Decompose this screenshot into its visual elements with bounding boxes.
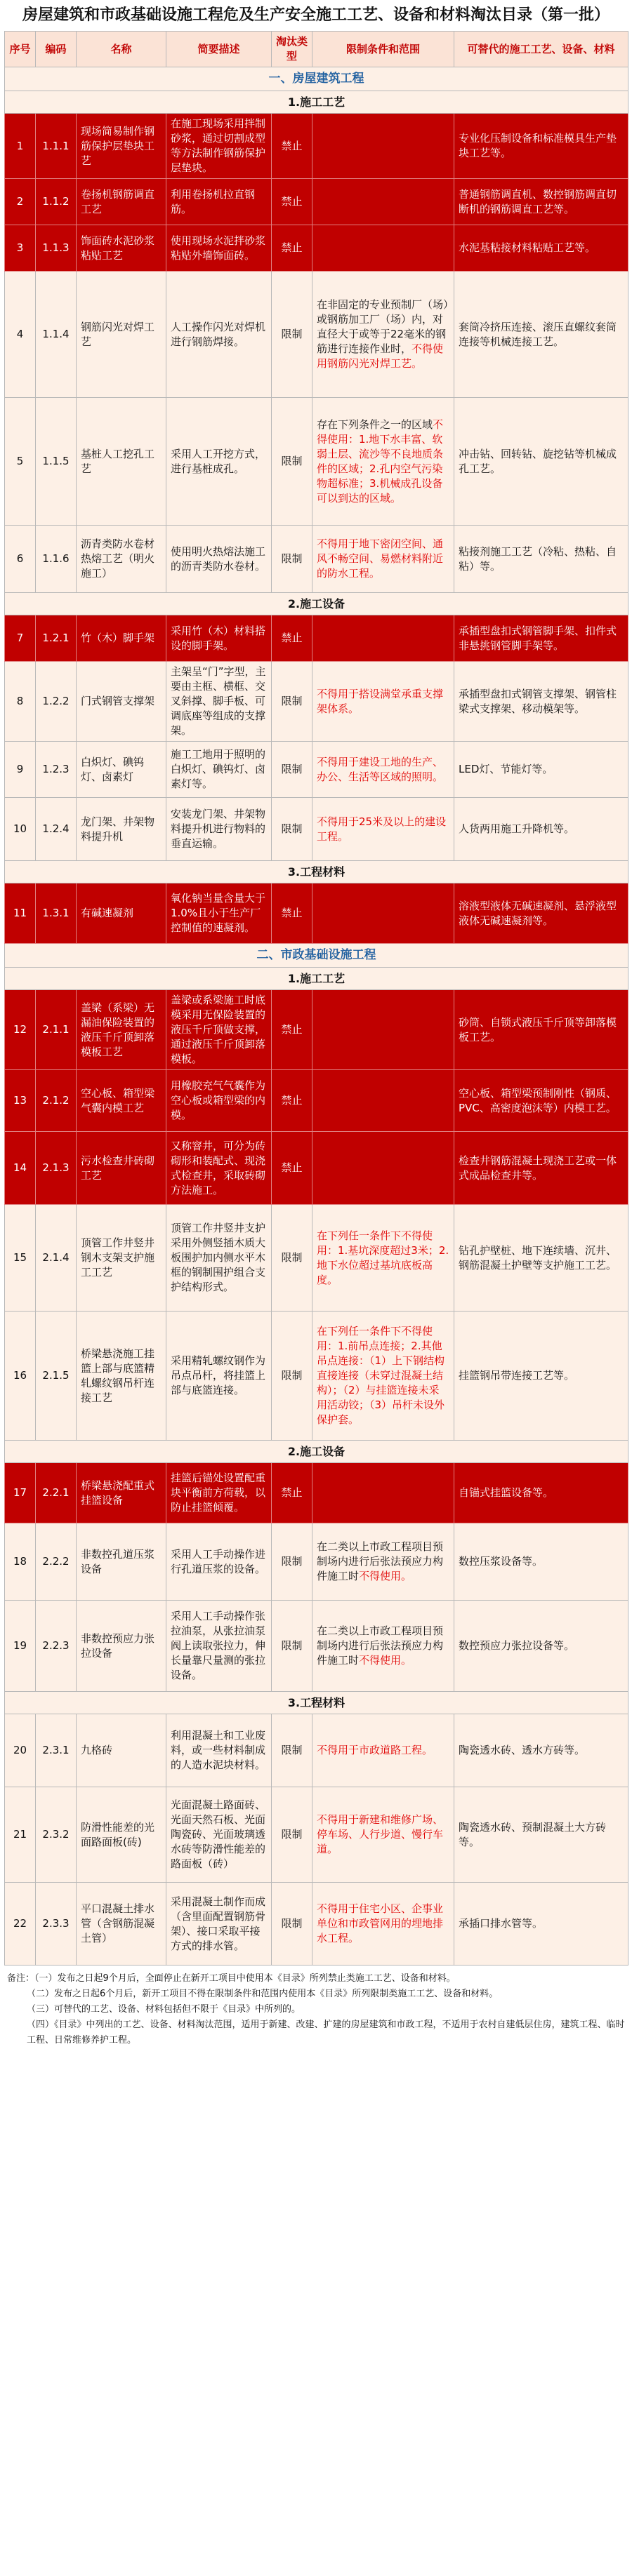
row-number: 21 bbox=[5, 1787, 36, 1883]
row-code: 2.2.2 bbox=[36, 1523, 77, 1601]
row-alternative: 人货两用施工升降机等。 bbox=[454, 798, 628, 861]
row-description: 在施工现场采用拌制砂浆，通过切割成型等方法制作钢筋保护层垫块。 bbox=[166, 114, 272, 179]
group-row bbox=[5, 968, 628, 990]
section-title: 一、房屋建筑工程 bbox=[5, 67, 628, 91]
row-limit bbox=[312, 615, 454, 662]
row-description: 用橡胶充气气囊作为空心板或箱型梁的内模。 bbox=[166, 1070, 272, 1132]
row-code: 1.1.5 bbox=[36, 398, 77, 526]
row-name: 沥青类防水卷材热熔工艺（明火施工） bbox=[77, 526, 166, 593]
row-code: 2.3.3 bbox=[36, 1883, 77, 1966]
row-description: 使用现场水泥拌砂浆粘贴外墙饰面砖。 bbox=[166, 225, 272, 272]
row-name: 防滑性能差的光面路面板(砖) bbox=[77, 1787, 166, 1883]
row-name: 盖梁（系梁）无漏油保险装置的液压千斤顶卸落模板工艺 bbox=[77, 990, 166, 1070]
row-code: 2.1.2 bbox=[36, 1070, 77, 1132]
group-row bbox=[5, 1441, 628, 1463]
row-description: 人工操作闪光对焊机进行钢筋焊接。 bbox=[166, 272, 272, 398]
row-limit-highlight: 不得用于建设工地的生产、办公、生活等区域的照明。 bbox=[317, 755, 444, 783]
row-name: 非数控孔道压浆设备 bbox=[77, 1523, 166, 1601]
row-limit-text: 在二类以上市政工程项目预制场内进行后张法预应力构件施工时 bbox=[317, 1540, 444, 1582]
table-body bbox=[5, 67, 628, 1966]
row-type: 限制 bbox=[272, 1205, 312, 1312]
group-title: 3.工程材料 bbox=[5, 861, 628, 883]
row-name: 桥梁悬浇配重式挂篮设备 bbox=[77, 1463, 166, 1523]
row-number: 11 bbox=[5, 883, 36, 944]
row-alternative: 承插口排水管等。 bbox=[454, 1883, 628, 1966]
row-name: 非数控预应力张拉设备 bbox=[77, 1601, 166, 1692]
table-row bbox=[5, 114, 628, 179]
section-title: 二、市政基础设施工程 bbox=[5, 944, 628, 968]
row-limit bbox=[312, 1312, 454, 1441]
group-title: 1.施工工艺 bbox=[5, 91, 628, 114]
row-limit bbox=[312, 1523, 454, 1601]
section-row bbox=[5, 944, 628, 968]
row-number: 4 bbox=[5, 272, 36, 398]
table-row bbox=[5, 225, 628, 272]
header-no: 序号 bbox=[5, 32, 36, 67]
row-limit bbox=[312, 990, 454, 1070]
row-limit bbox=[312, 272, 454, 398]
row-alternative: 钻孔护壁桩、地下连续墙、沉井、钢筋混凝土护壁等支护施工工艺。 bbox=[454, 1205, 628, 1312]
row-code: 1.1.4 bbox=[36, 272, 77, 398]
row-name: 门式钢管支撑架 bbox=[77, 662, 166, 742]
row-type: 限制 bbox=[272, 1312, 312, 1441]
note-line: （四）《目录》中列出的工艺、设备、材料淘汰范围，适用于新建、改建、扩建的房屋建筑和市政工程，不适用于农村自建低层住房，建筑工程、临时工程、日常维修养护工程。 bbox=[27, 2020, 625, 2046]
row-code: 2.3.1 bbox=[36, 1714, 77, 1787]
row-limit-text: 在二类以上市政工程项目预制场内进行后张法预应力构件施工时 bbox=[317, 1624, 444, 1667]
row-type: 限制 bbox=[272, 1601, 312, 1692]
row-limit bbox=[312, 1883, 454, 1966]
row-code: 2.1.4 bbox=[36, 1205, 77, 1312]
table-row bbox=[5, 1787, 628, 1883]
row-code: 2.1.1 bbox=[36, 990, 77, 1070]
row-limit bbox=[312, 662, 454, 742]
table-row bbox=[5, 662, 628, 742]
row-alternative: 检查井钢筋混凝土现浇工艺或一体式成品检查井等。 bbox=[454, 1132, 628, 1205]
row-type: 限制 bbox=[272, 798, 312, 861]
row-description: 采用人工手动操作进行孔道压浆的设备。 bbox=[166, 1523, 272, 1601]
note-line: （二）发布之日起6个月后，新开工项目不得在限制条件和范围内使用本《目录》所列限制类施工工艺、设备和材料。 bbox=[27, 1989, 499, 1999]
row-alternative: 数控预应力张拉设备等。 bbox=[454, 1601, 628, 1692]
row-limit-highlight: 不得使用。 bbox=[359, 1570, 412, 1582]
row-limit bbox=[312, 1205, 454, 1312]
row-code: 2.2.1 bbox=[36, 1463, 77, 1523]
row-name: 现场简易制作钢筋保护层垫块工艺 bbox=[77, 114, 166, 179]
row-number: 20 bbox=[5, 1714, 36, 1787]
row-description: 采用精轧螺纹钢作为吊点吊杆，将挂篮上部与底篮连接。 bbox=[166, 1312, 272, 1441]
row-limit bbox=[312, 1714, 454, 1787]
row-alternative: 陶瓷透水砖、预制混凝土大方砖等。 bbox=[454, 1787, 628, 1883]
row-number: 19 bbox=[5, 1601, 36, 1692]
table-header-row bbox=[5, 32, 628, 67]
row-code: 1.1.1 bbox=[36, 114, 77, 179]
row-number: 8 bbox=[5, 662, 36, 742]
row-name: 基桩人工挖孔工艺 bbox=[77, 398, 166, 526]
row-limit-highlight: 在下列任一条件下不得使用：1.基坑深度超过3米；2.地下水位超过基坑底板高度。 bbox=[317, 1229, 449, 1286]
row-description: 采用竹（木）材料搭设的脚手架。 bbox=[166, 615, 272, 662]
row-limit-text: 在非固定的专业预制厂（场）或钢筋加工厂（场）内，对直径大于或等于22毫米的钢筋进行连接作业时， bbox=[317, 298, 449, 355]
row-type: 限制 bbox=[272, 272, 312, 398]
row-type: 禁止 bbox=[272, 1070, 312, 1132]
row-number: 13 bbox=[5, 1070, 36, 1132]
row-code: 2.3.2 bbox=[36, 1787, 77, 1883]
row-code: 2.1.3 bbox=[36, 1132, 77, 1205]
row-code: 1.1.2 bbox=[36, 179, 77, 225]
row-type: 禁止 bbox=[272, 179, 312, 225]
row-alternative: 水泥基粘接材料粘贴工艺等。 bbox=[454, 225, 628, 272]
group-title: 1.施工工艺 bbox=[5, 968, 628, 990]
row-alternative: 套筒冷挤压连接、滚压直螺纹套筒连接等机械连接工艺。 bbox=[454, 272, 628, 398]
row-name: 龙门架、井架物料提升机 bbox=[77, 798, 166, 861]
table-row bbox=[5, 990, 628, 1070]
row-alternative: 粘接剂施工工艺（冷粘、热粘、自粘）等。 bbox=[454, 526, 628, 593]
table-row bbox=[5, 398, 628, 526]
row-alternative: 数控压浆设备等。 bbox=[454, 1523, 628, 1601]
table-row bbox=[5, 1523, 628, 1601]
row-alternative: 专业化压制设备和标准模具生产垫块工艺等。 bbox=[454, 114, 628, 179]
row-name: 卷扬机钢筋调直工艺 bbox=[77, 179, 166, 225]
row-alternative: 自锚式挂篮设备等。 bbox=[454, 1463, 628, 1523]
catalog-table bbox=[4, 31, 628, 1966]
group-title: 2.施工设备 bbox=[5, 1441, 628, 1463]
row-number: 12 bbox=[5, 990, 36, 1070]
row-name: 有碱速凝剂 bbox=[77, 883, 166, 944]
row-description: 采用混凝土制作而成（含里面配置钢筋骨架）、接口采取平接方式的排水管。 bbox=[166, 1883, 272, 1966]
row-code: 1.2.1 bbox=[36, 615, 77, 662]
section-row bbox=[5, 67, 628, 91]
row-alternative: 空心板、箱型梁预制刚性（钢质、PVC、高密度泡沫等）内模工艺。 bbox=[454, 1070, 628, 1132]
row-limit-highlight: 不得用于市政道路工程。 bbox=[317, 1744, 433, 1756]
row-description: 光面混凝土路面砖、光面天然石板、光面陶瓷砖、光面玻璃透水砖等防滑性能差的路面板（砖） bbox=[166, 1787, 272, 1883]
row-limit bbox=[312, 798, 454, 861]
row-limit bbox=[312, 1132, 454, 1205]
row-limit-highlight: 不得使用：1.地下水丰富、软弱土层、流沙等不良地质条件的区域；2.孔内空气污染物超标准；3.机械成孔设备可以到达的区域。 bbox=[317, 418, 444, 505]
table-row bbox=[5, 526, 628, 593]
row-description: 主架呈“门”字型，主要由主框、横框、交叉斜撑、脚手板、可调底座等组成的支撑架。 bbox=[166, 662, 272, 742]
row-description: 利用混凝土和工业废料，或一些材料制成的人造水泥块材料。 bbox=[166, 1714, 272, 1787]
row-type: 限制 bbox=[272, 1714, 312, 1787]
header-code: 编码 bbox=[36, 32, 77, 67]
group-title: 2.施工设备 bbox=[5, 593, 628, 615]
group-row bbox=[5, 91, 628, 114]
row-type: 限制 bbox=[272, 1523, 312, 1601]
group-row bbox=[5, 593, 628, 615]
note-line: 备注：（一）发布之日起9个月后，全面停止在新开工项目中使用本《目录》所列禁止类施工工艺、设备和材料。 bbox=[7, 1973, 456, 1984]
notes bbox=[7, 1971, 625, 2048]
table-row bbox=[5, 615, 628, 662]
row-limit bbox=[312, 114, 454, 179]
row-limit-highlight: 不得用于地下密闭空间、通风不畅空间、易燃材料附近的防水工程。 bbox=[317, 538, 444, 580]
row-description: 安装龙门架、井架物料提升机进行物料的垂直运输。 bbox=[166, 798, 272, 861]
row-description: 施工工地用于照明的白炽灯、碘钨灯、卤素灯等。 bbox=[166, 742, 272, 798]
row-description: 采用人工手动操作张拉油泵，从张拉油泵阀上读取张拉力，伸长量靠尺量测的张拉设备。 bbox=[166, 1601, 272, 1692]
row-limit bbox=[312, 742, 454, 798]
row-name: 九格砖 bbox=[77, 1714, 166, 1787]
row-number: 5 bbox=[5, 398, 36, 526]
row-code: 2.2.3 bbox=[36, 1601, 77, 1692]
header-type: 淘汰类型 bbox=[272, 32, 312, 67]
row-code: 2.1.5 bbox=[36, 1312, 77, 1441]
row-type: 限制 bbox=[272, 1883, 312, 1966]
row-alternative: 挂篮钢吊带连接工艺等。 bbox=[454, 1312, 628, 1441]
table-row bbox=[5, 798, 628, 861]
table-row bbox=[5, 1070, 628, 1132]
row-limit bbox=[312, 526, 454, 593]
group-row bbox=[5, 861, 628, 883]
row-limit bbox=[312, 883, 454, 944]
row-description: 又称窨井，可分为砖砌形和装配式、现浇式检查井，采取砖砌方法施工。 bbox=[166, 1132, 272, 1205]
row-limit bbox=[312, 398, 454, 526]
row-name: 竹（木）脚手架 bbox=[77, 615, 166, 662]
row-type: 限制 bbox=[272, 398, 312, 526]
row-limit bbox=[312, 1070, 454, 1132]
row-type: 禁止 bbox=[272, 114, 312, 179]
row-name: 钢筋闪光对焊工艺 bbox=[77, 272, 166, 398]
row-name: 顶管工作井竖井钢木支架支护施工工艺 bbox=[77, 1205, 166, 1312]
row-description: 挂篮后锚处设置配重块平衡前方荷载，以防止挂篮倾覆。 bbox=[166, 1463, 272, 1523]
row-number: 15 bbox=[5, 1205, 36, 1312]
header-name: 名称 bbox=[77, 32, 166, 67]
row-code: 1.1.3 bbox=[36, 225, 77, 272]
row-number: 10 bbox=[5, 798, 36, 861]
row-description: 使用明火热熔法施工的沥青类防水卷材。 bbox=[166, 526, 272, 593]
row-limit-highlight: 不得使用。 bbox=[359, 1654, 412, 1667]
row-limit bbox=[312, 179, 454, 225]
group-row bbox=[5, 1692, 628, 1714]
row-limit-highlight: 不得用于搭设满堂承重支撑架体系。 bbox=[317, 687, 444, 715]
row-type: 禁止 bbox=[272, 990, 312, 1070]
row-type: 禁止 bbox=[272, 883, 312, 944]
row-name: 污水检查井砖砌工艺 bbox=[77, 1132, 166, 1205]
row-number: 17 bbox=[5, 1463, 36, 1523]
row-description: 盖梁或系梁施工时底模采用无保险装置的液压千斤顶做支撑，通过液压千斤顶卸落模板。 bbox=[166, 990, 272, 1070]
note-line: （三）可替代的工艺、设备、材料包括但不限于《目录》中所列的。 bbox=[27, 2004, 301, 2015]
header-alt: 可替代的施工工艺、设备、材料 bbox=[454, 32, 628, 67]
row-name: 白炽灯、碘钨灯、卤素灯 bbox=[77, 742, 166, 798]
row-number: 7 bbox=[5, 615, 36, 662]
row-number: 2 bbox=[5, 179, 36, 225]
row-code: 1.3.1 bbox=[36, 883, 77, 944]
row-number: 16 bbox=[5, 1312, 36, 1441]
row-alternative: 砂筒、自锁式液压千斤顶等卸落模板工艺。 bbox=[454, 990, 628, 1070]
row-limit-highlight: 不得使用钢筋闪光对焊工艺。 bbox=[317, 342, 444, 370]
row-limit bbox=[312, 1787, 454, 1883]
row-type: 禁止 bbox=[272, 1463, 312, 1523]
row-type: 限制 bbox=[272, 662, 312, 742]
row-type: 禁止 bbox=[272, 225, 312, 272]
row-name: 空心板、箱型梁气囊内模工艺 bbox=[77, 1070, 166, 1132]
row-limit-highlight: 在下列任一条件下不得使用：1.前吊点连接；2.其他吊点连接：（1）上下钢结构直接连接（未穿过混凝土结构）；（2）与挂篮连接未采用活动铰；（3）吊杆未设外保护套。 bbox=[317, 1325, 445, 1426]
row-alternative: 承插型盘扣式钢管脚手架、扣件式非悬挑钢管脚手架等。 bbox=[454, 615, 628, 662]
table-row bbox=[5, 883, 628, 944]
row-number: 14 bbox=[5, 1132, 36, 1205]
table-row bbox=[5, 1205, 628, 1312]
row-description: 顶管工作井竖井支护采用外侧竖插木质大板围护加内侧水平木框的钢制围护组合支护结构形式。 bbox=[166, 1205, 272, 1312]
table-row bbox=[5, 1601, 628, 1692]
row-code: 1.2.4 bbox=[36, 798, 77, 861]
row-number: 3 bbox=[5, 225, 36, 272]
row-code: 1.1.6 bbox=[36, 526, 77, 593]
row-alternative: 普通钢筋调直机、数控钢筋调直切断机的钢筋调直工艺等。 bbox=[454, 179, 628, 225]
row-limit bbox=[312, 225, 454, 272]
row-code: 1.2.2 bbox=[36, 662, 77, 742]
row-name: 桥梁悬浇施工挂篮上部与底篮精轧螺纹钢吊杆连接工艺 bbox=[77, 1312, 166, 1441]
header-desc: 简要描述 bbox=[166, 32, 272, 67]
row-code: 1.2.3 bbox=[36, 742, 77, 798]
row-limit bbox=[312, 1463, 454, 1523]
table-row bbox=[5, 1714, 628, 1787]
table-row bbox=[5, 1312, 628, 1441]
header-limit: 限制条件和范围 bbox=[312, 32, 454, 67]
row-name: 饰面砖水泥砂浆粘贴工艺 bbox=[77, 225, 166, 272]
group-title: 3.工程材料 bbox=[5, 1692, 628, 1714]
row-alternative: LED灯、节能灯等。 bbox=[454, 742, 628, 798]
table-row bbox=[5, 1132, 628, 1205]
row-limit-highlight: 不得用于25米及以上的建设工程。 bbox=[317, 815, 447, 843]
row-alternative: 冲击钻、回转钻、旋挖钻等机械成孔工艺。 bbox=[454, 398, 628, 526]
row-number: 9 bbox=[5, 742, 36, 798]
row-limit-text: 存在下列条件之一的区域 bbox=[317, 418, 433, 431]
row-description: 利用卷扬机拉直钢筋。 bbox=[166, 179, 272, 225]
row-alternative: 溶液型液体无碱速凝剂、悬浮液型液体无碱速凝剂等。 bbox=[454, 883, 628, 944]
row-description: 采用人工开挖方式，进行基桩成孔。 bbox=[166, 398, 272, 526]
row-number: 1 bbox=[5, 114, 36, 179]
table-row bbox=[5, 742, 628, 798]
row-type: 限制 bbox=[272, 1787, 312, 1883]
row-alternative: 承插型盘扣式钢管支撑架、钢管柱梁式支撑架、移动模架等。 bbox=[454, 662, 628, 742]
row-type: 限制 bbox=[272, 742, 312, 798]
row-limit bbox=[312, 1601, 454, 1692]
table-row bbox=[5, 1883, 628, 1966]
row-limit-highlight: 不得用于住宅小区、企事业单位和市政管网用的埋地排水工程。 bbox=[317, 1902, 444, 1944]
table-row bbox=[5, 179, 628, 225]
table-row bbox=[5, 272, 628, 398]
page-title: 房屋建筑和市政基础设施工程危及生产安全施工工艺、设备和材料淘汰目录（第一批） bbox=[22, 6, 610, 24]
row-type: 禁止 bbox=[272, 615, 312, 662]
row-number: 6 bbox=[5, 526, 36, 593]
row-limit-highlight: 不得用于新建和维修广场、停车场、人行步道、慢行车道。 bbox=[317, 1813, 444, 1855]
row-description: 氧化钠当量含量大于1.0%且小于生产厂控制值的速凝剂。 bbox=[166, 883, 272, 944]
row-type: 禁止 bbox=[272, 1132, 312, 1205]
row-alternative: 陶瓷透水砖、透水方砖等。 bbox=[454, 1714, 628, 1787]
row-number: 18 bbox=[5, 1523, 36, 1601]
row-type: 限制 bbox=[272, 526, 312, 593]
row-number: 22 bbox=[5, 1883, 36, 1966]
table-row bbox=[5, 1463, 628, 1523]
row-name: 平口混凝土排水管（含钢筋混凝土管） bbox=[77, 1883, 166, 1966]
